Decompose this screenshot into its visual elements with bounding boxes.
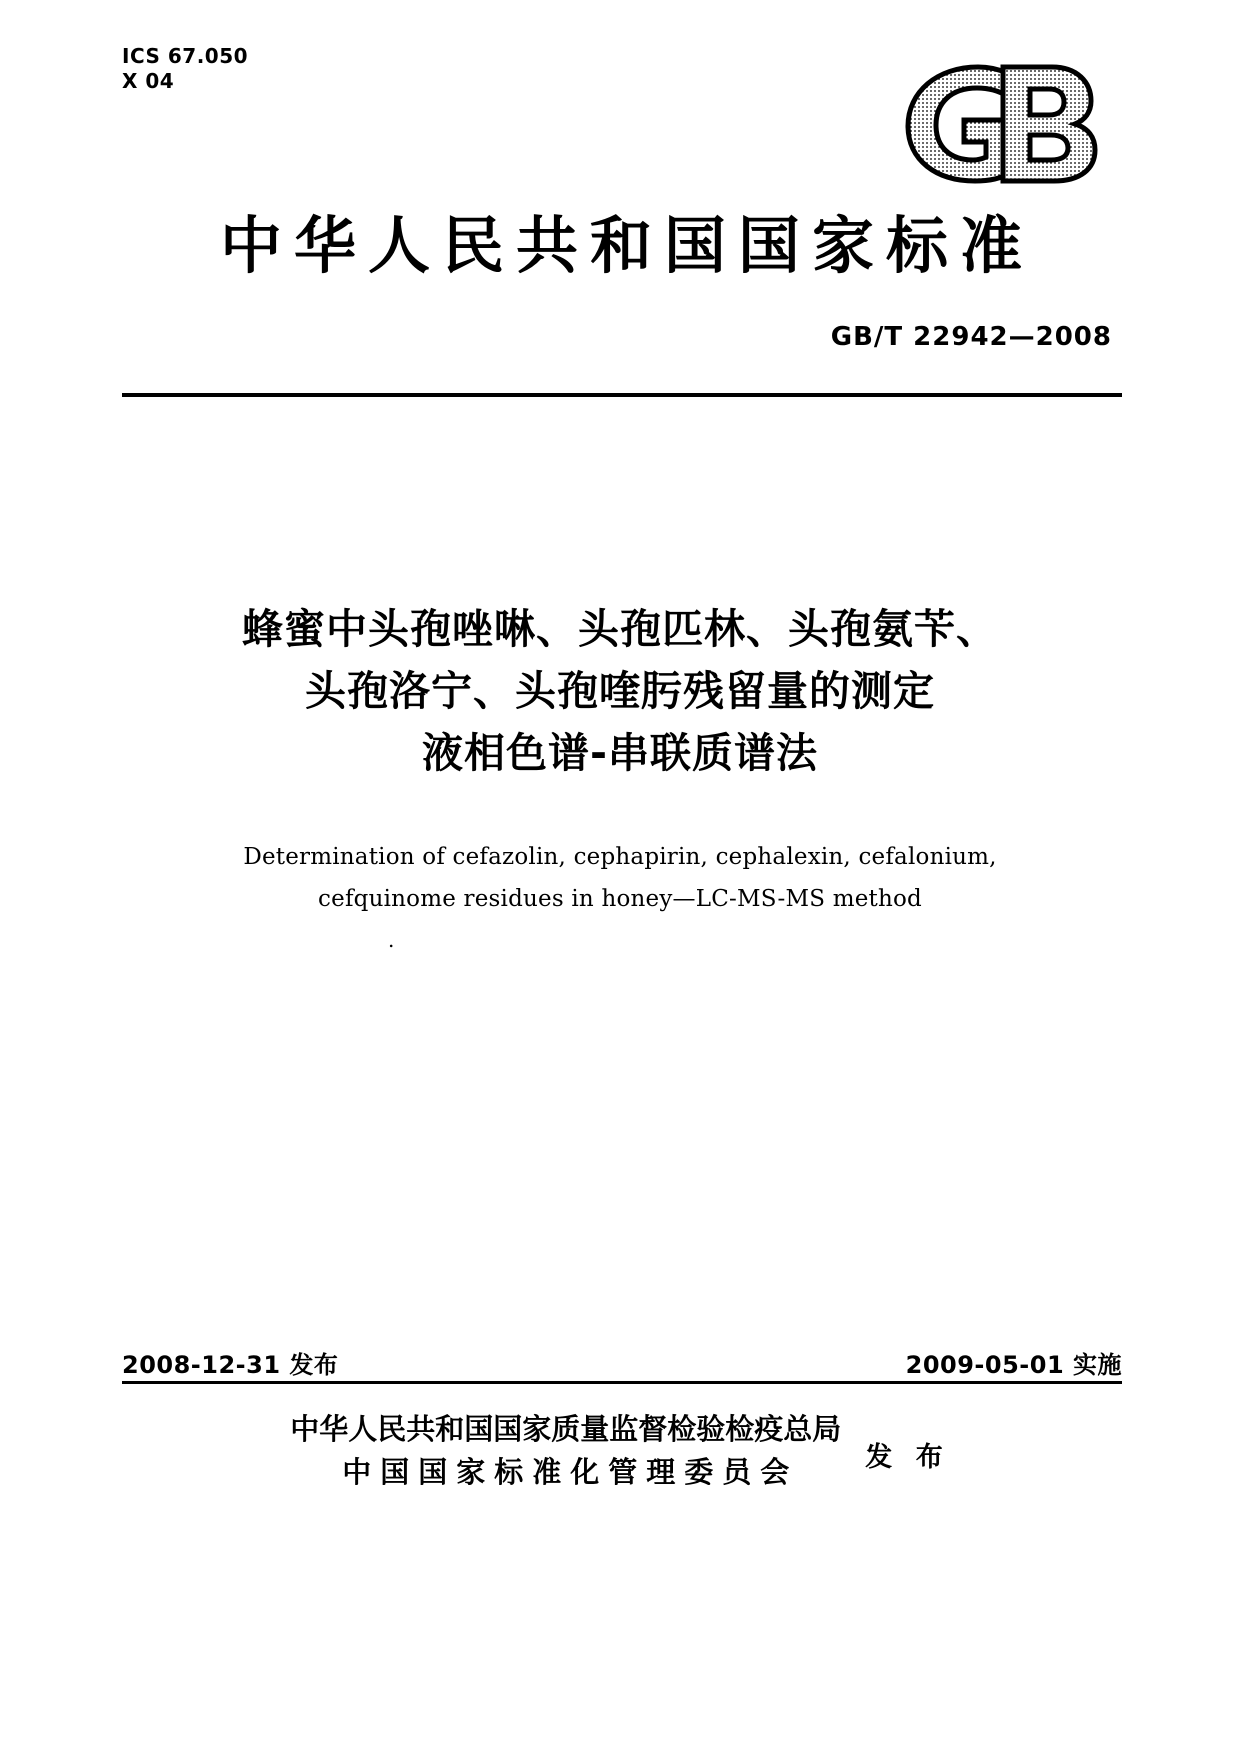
class-code: X 04 [122,69,175,93]
gb-logo-icon [882,58,1112,188]
title-cn-line-1: 蜂蜜中头孢唑啉、头孢匹林、头孢氨苄、 [242,605,998,653]
document-title-cn [0,598,1240,784]
ics-code: ICS 67.050 [122,44,249,68]
issuer-line-1: 中华人民共和国国家质量监督检验检疫总局 [290,1412,842,1446]
divider-top [122,393,1122,397]
issuer-line-2: 中国国家标准化管理委员会 [342,1455,799,1489]
issuing-authority [0,1408,1240,1494]
issue-date: 2008-12-31 发布 [122,1351,339,1379]
national-standard-title: 中华人民共和国国家标准 [219,209,1034,282]
divider-bottom [122,1381,1122,1384]
classification-codes [122,44,248,94]
stray-dot-mark: . [388,928,395,952]
document-title-en [0,836,1240,920]
standard-number: GB/T 22942—2008 [830,322,1112,352]
title-cn-line-2: 头孢洛宁、头孢喹肟残留量的测定 [305,667,935,715]
title-cn-line-3: 液相色谱-串联质谱法 [421,729,818,777]
title-en-line-2: cefquinome residues in honey—LC-MS-MS method [318,886,922,912]
title-en-line-1: Determination of cefazolin, cephapirin, cephalexin, cefalonium, [243,844,997,870]
implementation-date: 2009-05-01 实施 [905,1351,1122,1379]
issuer-publish-label: 发 布 [865,1441,950,1473]
